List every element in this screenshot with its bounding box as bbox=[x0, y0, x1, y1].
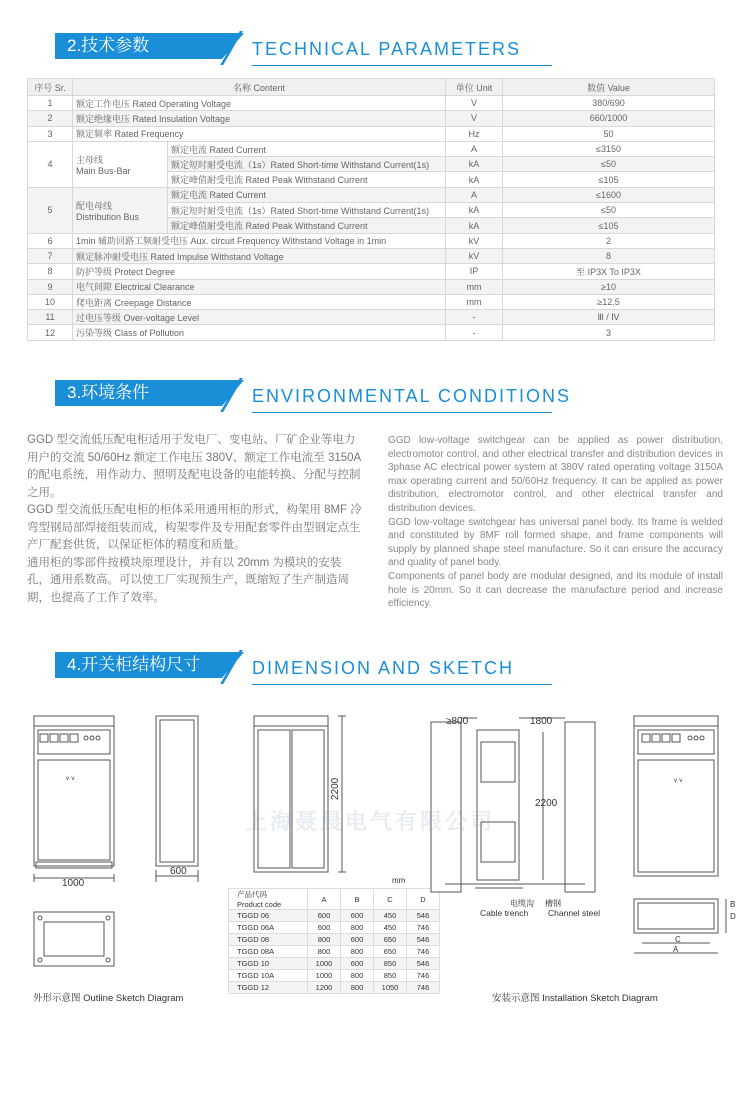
section-title-en: ENVIRONMENTAL CONDITIONS bbox=[252, 386, 572, 406]
front-clearance: ≥800 bbox=[446, 716, 469, 727]
company-watermark: 上海聂晨电气有限公司 bbox=[245, 809, 496, 834]
side-clearance: 1800 bbox=[530, 716, 553, 727]
cell-content: 额定绝缘电压 Rated Insulation Voltage bbox=[73, 111, 446, 126]
cell-c: 850 bbox=[374, 970, 407, 982]
outline-caption: 外形示意图 Outline Sketch Diagram bbox=[33, 993, 184, 1004]
cell-c: 650 bbox=[374, 934, 407, 946]
cell-a: 1000 bbox=[308, 958, 341, 970]
cell-b: 800 bbox=[341, 946, 374, 958]
cell-unit: mm bbox=[446, 279, 503, 294]
cell-unit: V bbox=[446, 96, 503, 111]
cell-a: 600 bbox=[308, 922, 341, 934]
table-row bbox=[28, 294, 715, 309]
cell-value: ≤50 bbox=[503, 203, 715, 218]
cell-code: TGGD 08A bbox=[229, 946, 308, 958]
table-header-row bbox=[229, 889, 440, 910]
technical-parameters-table bbox=[27, 78, 715, 341]
table-row bbox=[28, 126, 715, 141]
cell-code: TGGD 06A bbox=[229, 922, 308, 934]
channel-steel-label: Channel steel bbox=[548, 908, 600, 918]
cell-d: 746 bbox=[407, 982, 440, 994]
cell-code: TGGD 12 bbox=[229, 982, 308, 994]
cell-unit: A bbox=[446, 141, 503, 156]
front-view-sketch bbox=[28, 712, 123, 892]
table-row bbox=[229, 934, 440, 946]
cell-sr: 7 bbox=[28, 248, 73, 263]
table-row bbox=[229, 982, 440, 994]
height-dimension: 2200 bbox=[330, 777, 341, 800]
dim-letter-b: B bbox=[730, 900, 736, 909]
cell-content: 额定短时耐受电流（1s）Rated Short-time Withstand Current(1s) bbox=[168, 203, 446, 218]
table-row bbox=[28, 264, 715, 279]
base-plan-sketch bbox=[630, 895, 740, 960]
cell-value: 8 bbox=[503, 248, 715, 263]
cell-value: ≤1600 bbox=[503, 187, 715, 202]
cell-content: 爬电距离 Creepage Distance bbox=[73, 294, 446, 309]
header-content: 名称 Content bbox=[73, 79, 446, 96]
paragraph: GGD 型交流低压配电柜的柜体采用通用柜的形式，构架用 8MF 冷弯型钢局部焊接组装而成，构架零件及专用配套零件由型钢定点生产厂配套供货，以保证柜体的精度和质量。 bbox=[27, 504, 362, 551]
cell-group-label bbox=[73, 141, 168, 187]
depth-dimension: 600 bbox=[170, 866, 187, 877]
product-dimension-table bbox=[228, 888, 440, 994]
cell-d: 746 bbox=[407, 970, 440, 982]
section-title-cn: 3.环境条件 bbox=[55, 380, 222, 406]
cable-trench-cn: 电缆沟 bbox=[510, 899, 534, 908]
table-row bbox=[28, 248, 715, 263]
paragraph: GGD low-voltage switchgear has universal panel body. Its frame is welded and constituted by 8MF roll formed shape, and frame components will supply by planned shape steel manufacture. So it can ensure the accuracy and quality of panel body. bbox=[388, 516, 723, 569]
cell-unit: kA bbox=[446, 218, 503, 233]
base-plate-sketch bbox=[30, 908, 120, 970]
group-label-en: Distribution Bus bbox=[76, 211, 140, 222]
cell-content: 额定电流 Rated Current bbox=[168, 141, 446, 156]
cell-a: 800 bbox=[308, 934, 341, 946]
group-label-en: Main Bus-Bar bbox=[76, 165, 131, 176]
table-row bbox=[229, 970, 440, 982]
cell-unit: A bbox=[446, 187, 503, 202]
header-d: D bbox=[407, 889, 440, 910]
dim-letter-a: A bbox=[673, 945, 679, 954]
cell-a: 1200 bbox=[308, 982, 341, 994]
header-rule bbox=[252, 65, 552, 66]
dim-letter-d: D bbox=[730, 912, 736, 921]
unit-label: mm bbox=[392, 876, 406, 885]
cell-unit: kV bbox=[446, 248, 503, 263]
cell-b: 600 bbox=[341, 934, 374, 946]
paragraph: GGD low-voltage switchgear can be applied as power distribution, electromotor control, and other electrical transfer and distribution devices in 3phase AC electrical power system at 380V rated operating voltage 3150A max operating current and 50/60Hz frequency. It can be applied as power distribution, electromotor control, and other electrical transfer and distribution devices. bbox=[388, 435, 723, 514]
cell-content: 额定峰值耐受电流 Rated Peak Withstand Current bbox=[168, 218, 446, 233]
paragraph: Components of panel body are modular designed, and its module of install hole is 20mm. So it can decrease the manufacture period and increase efficiency. bbox=[388, 570, 723, 610]
cell-code: TGGD 10 bbox=[229, 958, 308, 970]
section-header-dimension bbox=[0, 652, 750, 692]
header-rule bbox=[252, 684, 552, 685]
side-view-sketch bbox=[150, 712, 210, 887]
cell-sr: 5 bbox=[28, 187, 73, 233]
channel-steel-cn: 槽钢 bbox=[545, 899, 561, 908]
cell-c: 650 bbox=[374, 946, 407, 958]
header-rule bbox=[252, 412, 552, 413]
svg-text:ᵛ ᵛ: ᵛ ᵛ bbox=[674, 776, 683, 786]
table-row bbox=[229, 958, 440, 970]
cell-unit: IP bbox=[446, 264, 503, 279]
cell-d: 546 bbox=[407, 910, 440, 922]
cell-value: ≥10 bbox=[503, 279, 715, 294]
cell-value: ≤3150 bbox=[503, 141, 715, 156]
cell-c: 1050 bbox=[374, 982, 407, 994]
cell-sr: 1 bbox=[28, 96, 73, 111]
table-row bbox=[28, 325, 715, 340]
section-title-cn: 2.技术参数 bbox=[55, 33, 222, 59]
cell-sr: 2 bbox=[28, 111, 73, 126]
cell-content: 电气间隙 Electrical Clearance bbox=[73, 279, 446, 294]
cell-sr: 8 bbox=[28, 264, 73, 279]
table-row bbox=[229, 922, 440, 934]
cell-unit: V bbox=[446, 111, 503, 126]
cell-unit: Hz bbox=[446, 126, 503, 141]
cell-content: 额定脉冲耐受电压 Rated Impulse Withstand Voltage bbox=[73, 248, 446, 263]
cell-unit: kA bbox=[446, 157, 503, 172]
cell-unit: kV bbox=[446, 233, 503, 248]
table-row bbox=[229, 910, 440, 922]
cell-content: 额定电流 Rated Current bbox=[168, 187, 446, 202]
cell-b: 600 bbox=[341, 910, 374, 922]
header-value: 数值 Value bbox=[503, 79, 715, 96]
cell-content: 污染等级 Class of Pollution bbox=[73, 325, 446, 340]
cable-trench-label: Cable trench bbox=[480, 908, 529, 918]
section-title-en: TECHNICAL PARAMETERS bbox=[252, 39, 522, 59]
cell-d: 746 bbox=[407, 946, 440, 958]
cell-value: 50 bbox=[503, 126, 715, 141]
dim-letter-c: C bbox=[675, 935, 681, 944]
header-code: 产品代码 Product code bbox=[229, 889, 308, 910]
install-height: 2200 bbox=[535, 798, 558, 809]
cell-b: 600 bbox=[341, 958, 374, 970]
cabinet-right-sketch bbox=[630, 712, 730, 887]
environment-text-cn bbox=[27, 432, 362, 607]
cell-code: TGGD 08 bbox=[229, 934, 308, 946]
section-header-environmental bbox=[0, 380, 750, 420]
cell-code: TGGD 06 bbox=[229, 910, 308, 922]
cell-value: ≤105 bbox=[503, 218, 715, 233]
cell-sr: 6 bbox=[28, 233, 73, 248]
cell-b: 800 bbox=[341, 982, 374, 994]
cell-c: 850 bbox=[374, 958, 407, 970]
cell-sr: 3 bbox=[28, 126, 73, 141]
cell-value: ≤105 bbox=[503, 172, 715, 187]
double-door-sketch bbox=[250, 712, 360, 882]
table-row bbox=[28, 111, 715, 126]
cell-value: 660/1000 bbox=[503, 111, 715, 126]
cell-a: 800 bbox=[308, 946, 341, 958]
cell-value: 380/690 bbox=[503, 96, 715, 111]
cell-content: 额定峰值耐受电流 Rated Peak Withstand Current bbox=[168, 172, 446, 187]
table-row bbox=[28, 187, 715, 202]
cell-a: 1000 bbox=[308, 970, 341, 982]
cell-content: 额定工作电压 Rated Operating Voltage bbox=[73, 96, 446, 111]
cell-value: Ⅲ / Ⅳ bbox=[503, 310, 715, 325]
cell-sr: 4 bbox=[28, 141, 73, 187]
cell-unit: mm bbox=[446, 294, 503, 309]
header-a: A bbox=[308, 889, 341, 910]
environment-text-en bbox=[388, 434, 723, 611]
cell-unit: - bbox=[446, 310, 503, 325]
cell-value: 3 bbox=[503, 325, 715, 340]
header-c: C bbox=[374, 889, 407, 910]
installation-caption: 安装示意图 Installation Sketch Diagram bbox=[492, 993, 658, 1004]
header-sr: 序号 Sr. bbox=[28, 79, 73, 96]
cell-unit: kA bbox=[446, 203, 503, 218]
cell-value: 2 bbox=[503, 233, 715, 248]
section-title-en: DIMENSION AND SKETCH bbox=[252, 658, 515, 678]
table-row bbox=[229, 946, 440, 958]
cell-b: 800 bbox=[341, 970, 374, 982]
cell-sr: 12 bbox=[28, 325, 73, 340]
cell-d: 746 bbox=[407, 922, 440, 934]
cell-group-label bbox=[73, 187, 168, 233]
cell-value: 至 IP3X To IP3X bbox=[503, 264, 715, 279]
section-header-technical bbox=[0, 33, 750, 73]
width-dimension: 1000 bbox=[62, 878, 85, 889]
cell-value: ≤50 bbox=[503, 157, 715, 172]
cell-unit: - bbox=[446, 325, 503, 340]
cell-sr: 10 bbox=[28, 294, 73, 309]
cell-d: 546 bbox=[407, 958, 440, 970]
cell-content: 额定频率 Rated Frequency bbox=[73, 126, 446, 141]
cell-content: 过电压等级 Over-voltage Level bbox=[73, 310, 446, 325]
cell-content: 防护等级 Protect Degree bbox=[73, 264, 446, 279]
paragraph: 通用柜的零部件按模块原理设计，并有以 20mm 为模块的安装孔，通用系数高。可以使工厂实现预生产，既缩短了生产制造周期，也提高了工作了效率。 bbox=[27, 556, 349, 604]
table-row bbox=[28, 141, 715, 156]
cell-content: 额定短时耐受电流（1s）Rated Short-time Withstand Current(1s) bbox=[168, 157, 446, 172]
cell-c: 450 bbox=[374, 922, 407, 934]
cell-value: ≥12.5 bbox=[503, 294, 715, 309]
section-title-cn: 4.开关柜结构尺寸 bbox=[55, 652, 222, 678]
cell-code: TGGD 10A bbox=[229, 970, 308, 982]
table-row bbox=[28, 233, 715, 248]
cell-a: 600 bbox=[308, 910, 341, 922]
group-label-cn: 主母线 bbox=[76, 154, 104, 165]
cell-content: 1min 辅助回路工频耐受电压 Aux. circuit Frequency Withstand Voltage in 1min bbox=[73, 233, 446, 248]
cell-sr: 9 bbox=[28, 279, 73, 294]
header-b: B bbox=[341, 889, 374, 910]
group-label-cn: 配电母线 bbox=[76, 200, 113, 211]
cell-c: 450 bbox=[374, 910, 407, 922]
cell-d: 546 bbox=[407, 934, 440, 946]
table-row bbox=[28, 310, 715, 325]
svg-text:ᵛ ᵛ: ᵛ ᵛ bbox=[66, 774, 75, 784]
table-row bbox=[28, 96, 715, 111]
cell-unit: kA bbox=[446, 172, 503, 187]
paragraph: GGD 型交流低压配电柜适用于发电厂、变电站、厂矿企业等电力用户的交流 50/60Hz 额定工作电压 380V、额定工作电流至 3150A 的配电系统，用作动力、照明及配电设备的电能转换、分配与控制之用。 bbox=[27, 434, 361, 499]
table-header-row bbox=[28, 79, 715, 96]
cell-b: 800 bbox=[341, 922, 374, 934]
cell-sr: 11 bbox=[28, 310, 73, 325]
header-unit: 单位 Unit bbox=[446, 79, 503, 96]
table-row bbox=[28, 279, 715, 294]
